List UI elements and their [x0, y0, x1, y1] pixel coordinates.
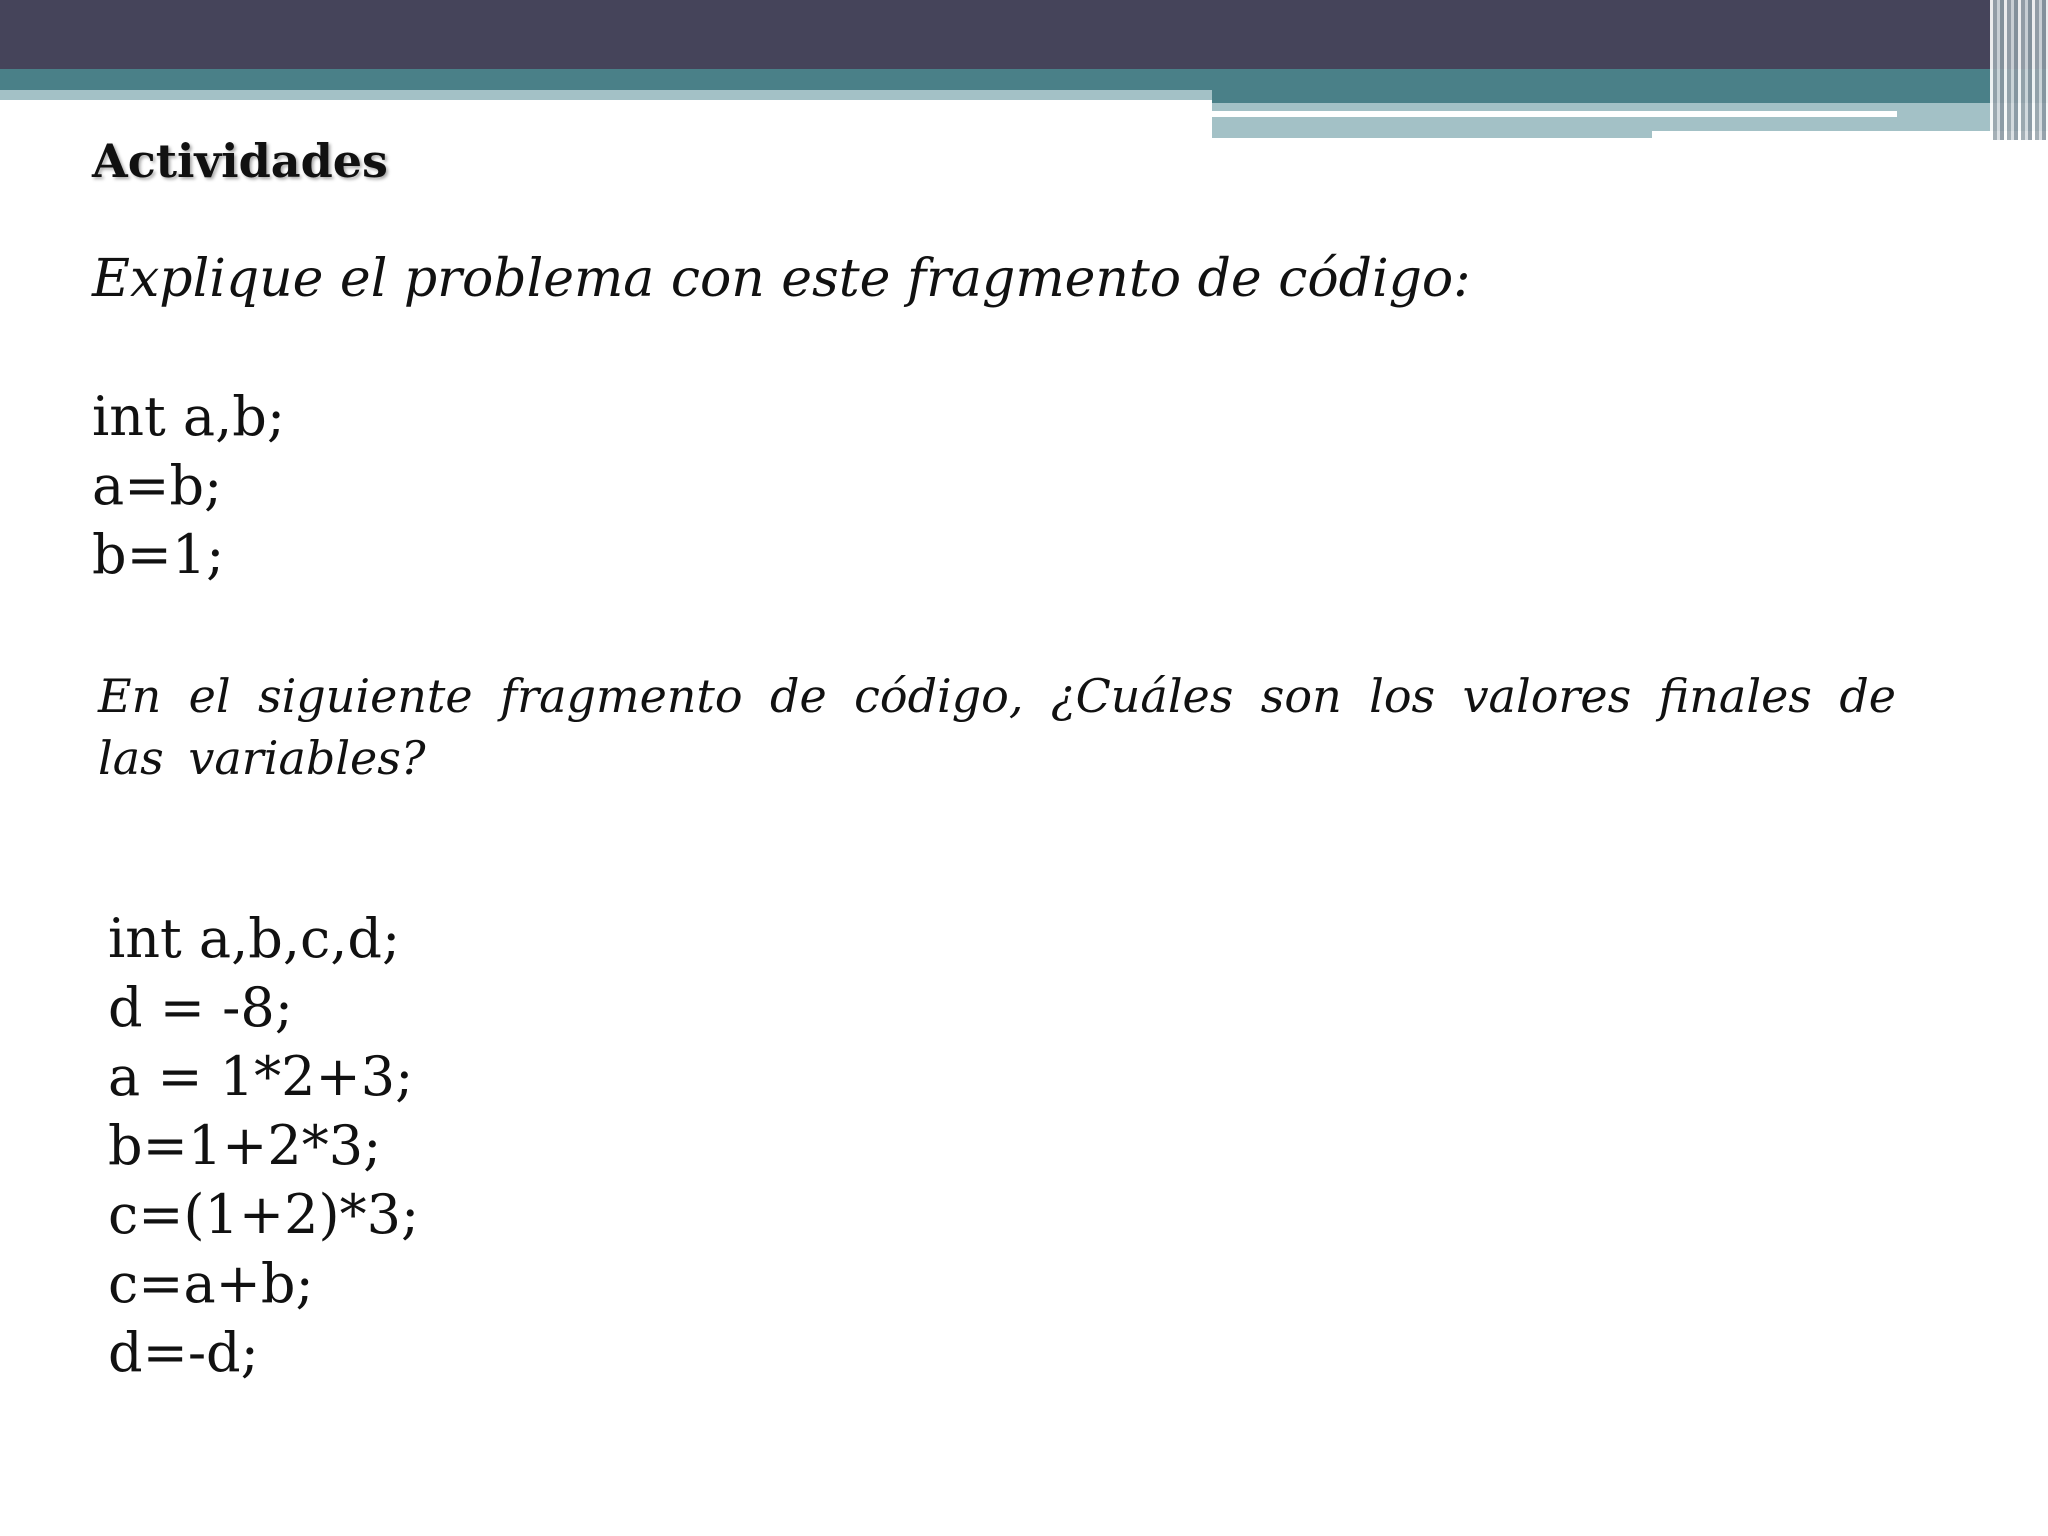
header-white-line — [1212, 111, 1897, 117]
code-block-2 — [108, 904, 419, 1387]
header-white-notch — [1652, 131, 2048, 138]
header-band-teal — [0, 69, 2048, 90]
code-line: a = 1*2+3; — [108, 1045, 414, 1108]
header-band-teal-right — [1212, 90, 2048, 103]
code-line: a=b; — [92, 454, 223, 517]
question-1: Explique el problema con este fragmento de código: — [92, 249, 1471, 309]
code-line: b=1+2*3; — [108, 1114, 382, 1177]
code-line: c=(1+2)*3; — [108, 1183, 420, 1246]
code-line: c=a+b; — [108, 1252, 314, 1315]
code-line: b=1; — [92, 523, 225, 586]
header-band-dark — [0, 0, 2048, 69]
code-line: int a,b; — [92, 385, 286, 448]
header-band-light-left — [0, 90, 1212, 100]
code-line: int a,b,c,d; — [108, 907, 401, 970]
slide-heading: Actividades — [92, 134, 388, 188]
code-block-1 — [92, 382, 285, 589]
code-line: d=-d; — [108, 1321, 259, 1384]
question-2: En el siguiente fragmento de código, ¿Cuáles son los valores finales de las variables? — [98, 669, 1896, 785]
code-line: d = -8; — [108, 976, 293, 1039]
header-edge-stripes — [1990, 0, 2048, 140]
